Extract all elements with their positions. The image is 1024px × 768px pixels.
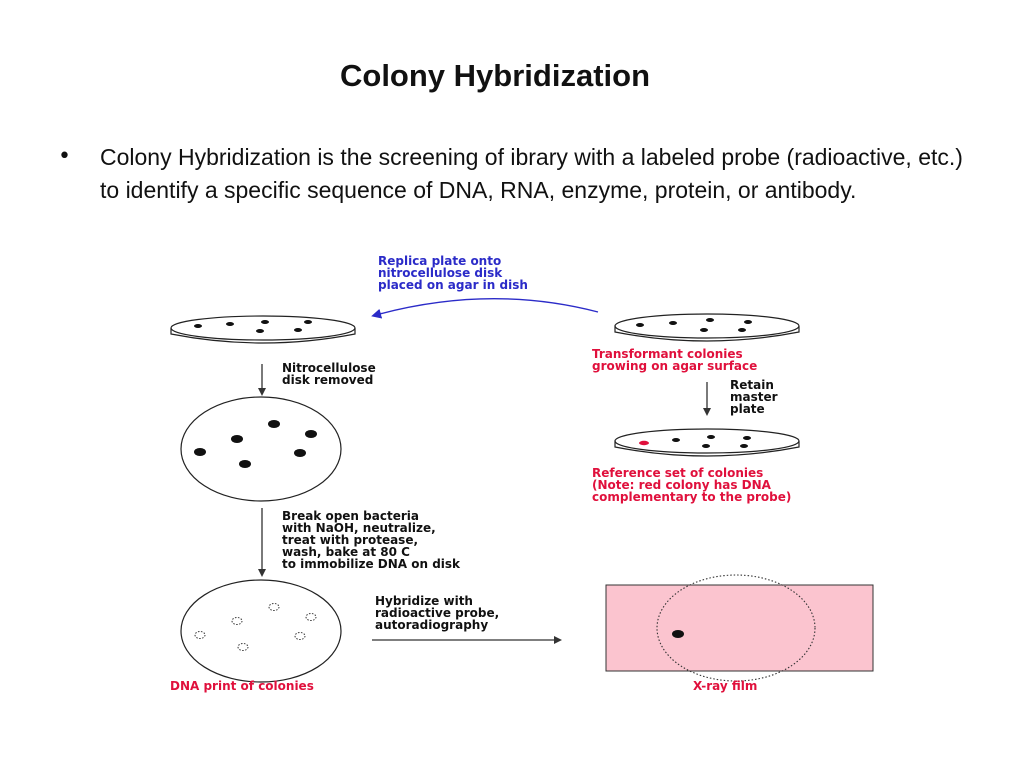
colony-dot (700, 328, 708, 332)
colony-dot (744, 320, 752, 324)
colony-dot (305, 430, 317, 438)
red-colony-dot (639, 441, 649, 445)
xray-film (606, 575, 873, 681)
colony-dot (636, 323, 644, 327)
reference-dish (615, 429, 799, 456)
transformant-label: Transformant colonies growing on agar surface (592, 347, 758, 373)
reference-label: Reference set of colonies (Note: red colony has DNA complementary to the probe) (592, 466, 792, 504)
colony-dot (702, 444, 710, 448)
retain-label: Retain master plate (730, 378, 778, 416)
colony-dot (672, 438, 680, 442)
colony-dot (669, 321, 677, 325)
dna-print-label: DNA print of colonies (170, 679, 314, 693)
colony-dot (707, 435, 715, 439)
bullet-marker: • (58, 144, 71, 169)
colony-dot (740, 444, 748, 448)
dna-print-disk (181, 580, 341, 682)
colony-dot (268, 420, 280, 428)
colony-dot (743, 436, 751, 440)
nitro-removed-label: Nitrocellulose disk removed (282, 361, 376, 387)
slide-title: Colony Hybridization (340, 58, 650, 93)
colony-dot (294, 449, 306, 457)
colony-dot (706, 318, 714, 322)
replica-arrow (376, 299, 598, 315)
colony-dot (256, 329, 264, 333)
colony-dot (231, 435, 243, 443)
colony-dot (261, 320, 269, 324)
transformant-dish (615, 314, 799, 341)
nitrocellulose-dish-left (171, 316, 355, 343)
replica-label: Replica plate onto nitrocellulose disk placed on agar in dish (378, 254, 528, 292)
nitrocellulose-disk (181, 397, 341, 501)
colony-dot (239, 460, 251, 468)
break-label: Break open bacteria with NaOH, neutralize, treat with protease, wash, bake at 80 C to immobilize DNA on disk (282, 509, 461, 571)
bullet-text: Colony Hybridization is the screening of ibrary with a labeled probe (radioactive, etc.) to identify a specific sequence of DNA, RNA, enzyme, protein, or antibody. (100, 144, 963, 203)
colony-dot (304, 320, 312, 324)
film-hybrid-spot (672, 630, 684, 638)
colony-dot (226, 322, 234, 326)
xray-label: X-ray film (693, 679, 758, 693)
colony-dot (194, 448, 206, 456)
colony-dot (738, 328, 746, 332)
hybridize-label: Hybridize with radioactive probe, autoradiography (375, 594, 500, 632)
colony-dot (194, 324, 202, 328)
colony-dot (294, 328, 302, 332)
